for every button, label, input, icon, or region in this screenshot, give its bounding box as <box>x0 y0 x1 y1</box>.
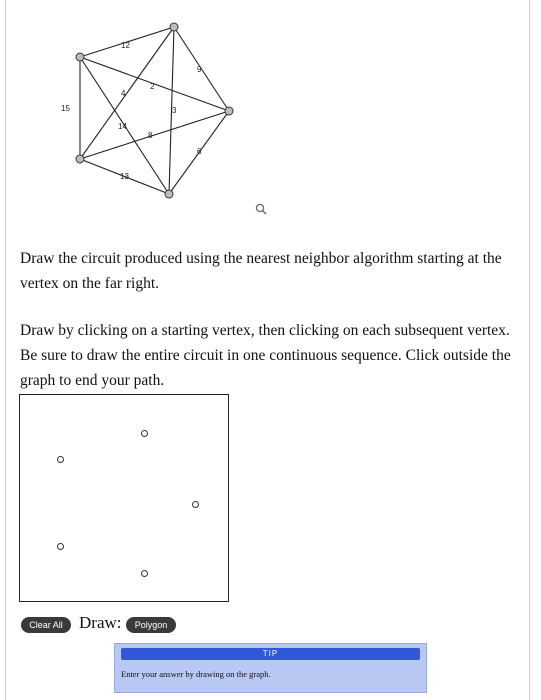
canvas-vertex-top[interactable] <box>141 430 148 437</box>
edge-label: 2 <box>150 82 155 91</box>
clear-all-button[interactable]: Clear All <box>21 617 71 633</box>
tip-panel <box>114 643 427 693</box>
canvas-vertex-bottom[interactable] <box>141 570 148 577</box>
vertex-bottom <box>165 190 173 198</box>
tip-title: TIP <box>121 648 420 660</box>
instruction-paragraph: Draw the circuit produced using the nearest neighbor algorithm starting at the vertex on the far right. <box>20 250 502 292</box>
drawing-canvas[interactable] <box>19 394 229 602</box>
edge-label: 9 <box>197 65 202 74</box>
edge-label: 13 <box>120 172 129 181</box>
draw-mode-label: Draw: <box>79 613 122 632</box>
polygon-button[interactable]: Polygon <box>126 617 176 633</box>
edge-B-C <box>174 27 229 111</box>
zoom-icon[interactable] <box>254 202 268 216</box>
vertex-top-left <box>76 53 84 61</box>
vertex-top <box>170 23 178 31</box>
edge-label: 12 <box>121 41 130 50</box>
edge-A-C <box>80 57 229 111</box>
canvas-vertex-top-left[interactable] <box>57 456 64 463</box>
vertex-right <box>225 107 233 115</box>
canvas-vertex-bottom-left[interactable] <box>57 543 64 550</box>
edge-label: 14 <box>118 122 127 131</box>
vertex-bottom-left <box>76 155 84 163</box>
edge-label: 15 <box>61 104 70 113</box>
edge-C-E <box>80 111 229 159</box>
edge-label: 4 <box>121 89 126 98</box>
edge-label: 3 <box>172 106 177 115</box>
weighted-graph <box>0 0 541 200</box>
edge-label: 8 <box>148 131 153 140</box>
drawing-instructions: Draw by clicking on a starting vertex, then clicking on each subsequent vertex. Be sure to draw the entire circuit in one continuous sequence. Click outside the graph to end your path. <box>20 322 511 389</box>
edge-label: 6 <box>197 147 202 156</box>
canvas-vertex-right[interactable] <box>192 501 199 508</box>
tip-text: Enter your answer by drawing on the graph. <box>121 669 271 679</box>
